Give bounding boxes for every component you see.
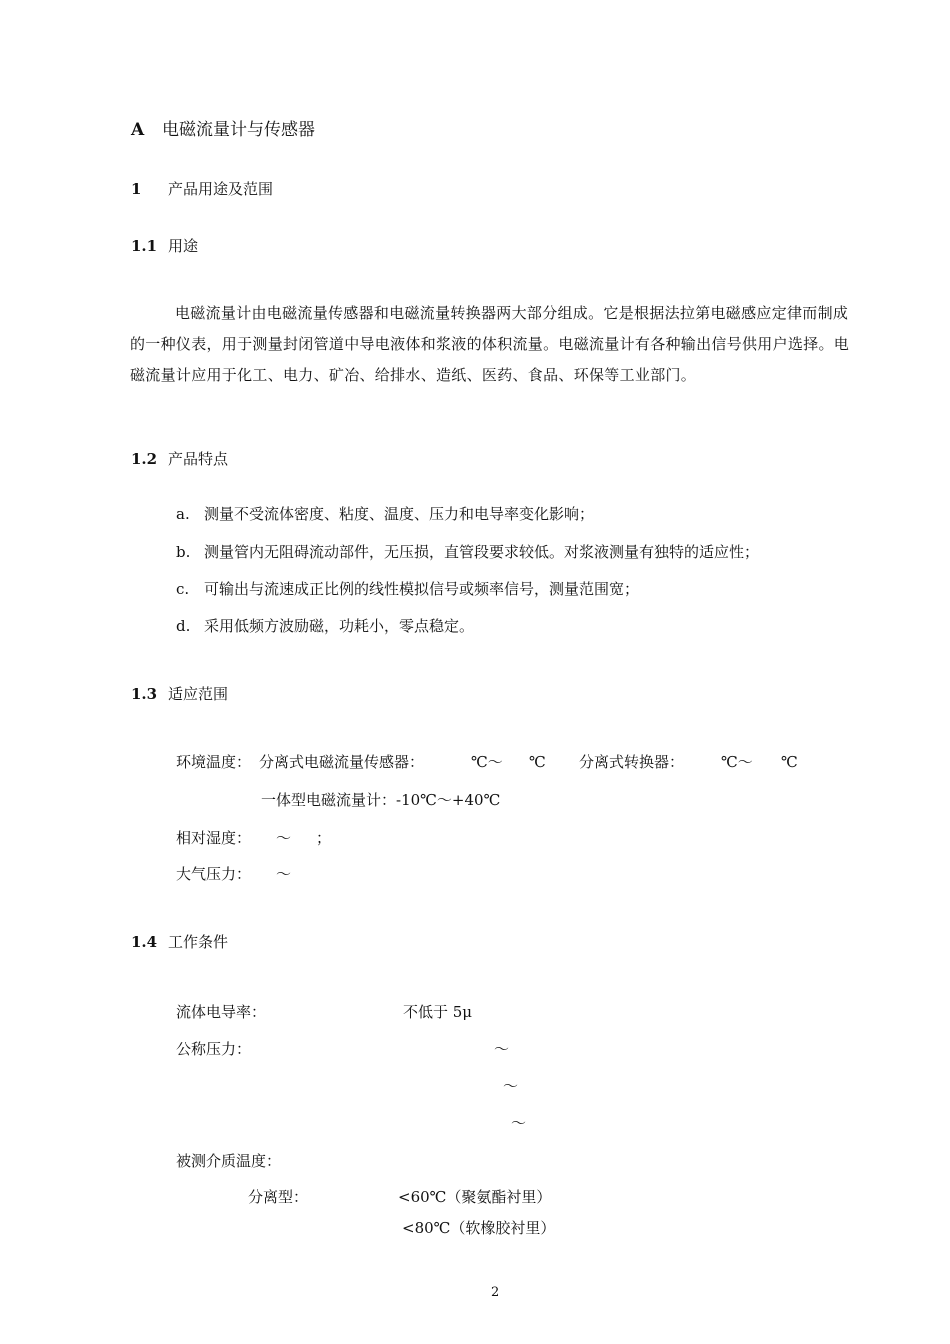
nominal-pressure-tilde: ～ bbox=[503, 1077, 519, 1095]
separate-type-label: 分离型： bbox=[248, 1188, 309, 1206]
medium-temp-value: <60℃（聚氨酯衬里） bbox=[398, 1188, 552, 1206]
env-temp-label: 环境温度： bbox=[176, 753, 252, 771]
feature-marker: b. bbox=[176, 543, 191, 561]
section-1-2-title: 产品特点 bbox=[168, 450, 229, 468]
section-a-number: A bbox=[131, 120, 145, 140]
section-1-3-number: 1.3 bbox=[131, 685, 158, 703]
feature-marker: c. bbox=[176, 580, 190, 598]
feature-marker: d. bbox=[176, 617, 191, 635]
converter-temp-label: 分离式转换器： bbox=[579, 753, 685, 771]
humidity-end: ； bbox=[316, 829, 332, 847]
feature-item: 测量不受流体密度、粘度、温度、压力和电导率变化影响； bbox=[204, 505, 595, 523]
section-1-number: 1 bbox=[131, 180, 142, 198]
section-1-1-title: 用途 bbox=[168, 237, 199, 255]
atm-pressure-tilde: ～ bbox=[276, 865, 292, 883]
nominal-pressure-tilde: ～ bbox=[511, 1114, 527, 1132]
section-1-4-number: 1.4 bbox=[131, 933, 158, 951]
integral-temp: 一体型电磁流量计：-10℃～+40℃ bbox=[261, 791, 501, 809]
conductivity-label: 流体电导率： bbox=[176, 1003, 267, 1021]
humidity-tilde: ～ bbox=[276, 829, 292, 847]
section-1-3-title: 适应范围 bbox=[168, 685, 229, 703]
section-1-1-paragraph: 电磁流量计由电磁流量传感器和电磁流量转换器两大部分组成。它是根据法拉第电磁感应定律而制成的一种仪表，用于测量封闭管道中导电液体和浆液的体积流量。电磁流量计有各种输出信号供用户选择。电磁流量计应用于化工、电力、矿冶、给排水、造纸、医药、食品、环保等工业部门。 bbox=[130, 304, 850, 384]
atm-pressure-label: 大气压力： bbox=[176, 865, 252, 883]
feature-item: 测量管内无阻碍流动部件，无压损，直管段要求较低。对浆液测量有独特的适应性； bbox=[204, 543, 760, 561]
section-1-1-number: 1.1 bbox=[131, 237, 158, 255]
conductivity-value: 不低于 5μ bbox=[403, 1003, 473, 1021]
sensor-temp-to-unit: ℃ bbox=[529, 753, 546, 771]
feature-item: 采用低频方波励磁，功耗小，零点稳定。 bbox=[204, 617, 475, 635]
sensor-temp-from-unit: ℃～ bbox=[471, 753, 503, 771]
sensor-temp-label: 分离式电磁流量传感器： bbox=[259, 753, 425, 771]
medium-temp-value: <80℃（软橡胶衬里） bbox=[402, 1219, 556, 1237]
converter-temp-to-unit: ℃ bbox=[781, 753, 798, 771]
humidity-label: 相对湿度： bbox=[176, 829, 252, 847]
section-1-4-title: 工作条件 bbox=[168, 933, 229, 951]
section-a-title: 电磁流量计与传感器 bbox=[162, 120, 315, 140]
medium-temp-label: 被测介质温度： bbox=[176, 1152, 282, 1170]
feature-item: 可输出与流速成正比例的线性模拟信号或频率信号，测量范围宽； bbox=[204, 580, 640, 598]
section-1-title: 产品用途及范围 bbox=[168, 180, 274, 198]
nominal-pressure-tilde: ～ bbox=[494, 1040, 510, 1058]
section-1-2-number: 1.2 bbox=[131, 450, 158, 468]
nominal-pressure-label: 公称压力： bbox=[176, 1040, 252, 1058]
converter-temp-from-unit: ℃～ bbox=[721, 753, 753, 771]
feature-marker: a. bbox=[176, 505, 190, 523]
page-number: 2 bbox=[491, 1285, 500, 1300]
